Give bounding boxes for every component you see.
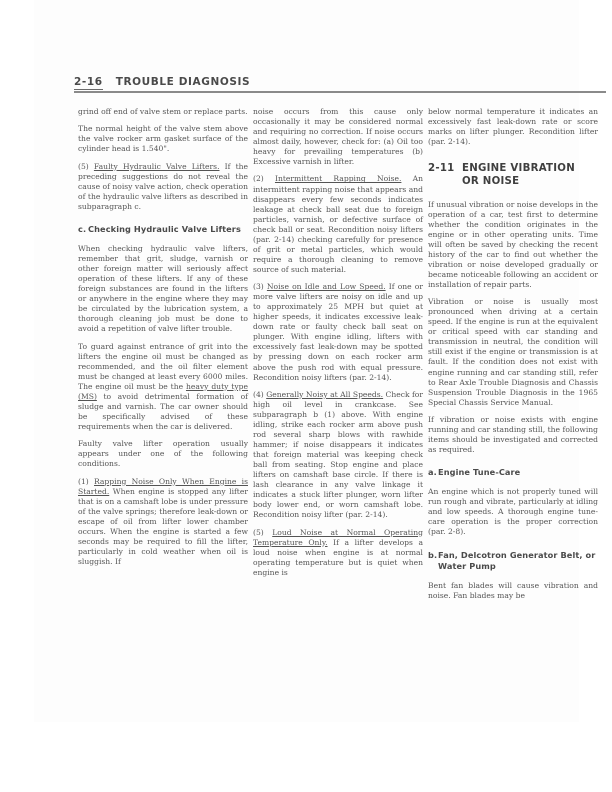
header-line (74, 76, 606, 90)
column-2 (253, 107, 423, 601)
paragraph-numbered-5 (78, 162, 248, 212)
header-title: TROUBLE DIAGNOSIS (115, 76, 251, 88)
paragraph-numbered-1 (78, 477, 248, 567)
paragraph-numbered-3 (253, 282, 423, 382)
paragraph-body: If the preceding suggestions do not reveal the cause of noisy valve action, check operation of the hydraulic valve lifters as described in subparagraph c. (78, 161, 249, 211)
header-rule (74, 91, 606, 93)
column-3 (428, 107, 598, 601)
paragraph-body: If a lifter develops a loud noise when engine is at normal operating temperature but is quiet when engine is (253, 537, 423, 577)
item-number: (1) (78, 476, 95, 486)
paragraph-body: An intermittent rapping noise that appears and disappears every few seconds indicates leakage at check ball seat due to foreign particles, varnish, or defective surface of check ball or seat. Recondition noisy lifters (par. 2-14) checking carefully for presence of grit or metal particles, which would require a thorough cleaning to remove source of such material. (253, 174, 423, 274)
column-container (78, 107, 598, 601)
underlined-phrase: heavy duty type (MS) (78, 381, 248, 401)
paragraph: Bent fan blades will cause vibration and noise. Fan blades may be (428, 580, 598, 600)
paragraph-body: If one or more valve lifters are noisy on idle and up to approximately 25 MPH but quiet at higher speeds, it indicates excessive leak-down rate or faulty check ball seat on plunger. With engine idling, lifters with excessively fast leak-down may be spotted by pressing down on each rocker arm above the push rod with equal pressure. Recondition noisy lifters (par. 2-14). (253, 282, 423, 382)
paragraph: The normal height of the valve stem above the valve rocker arm gasket surface of the cylinder head is 1.540". (78, 124, 248, 154)
paragraph: If unusual vibration or noise develops in the operation of a car, test first to determine whether the condition originates in the engine or in other operating units. Time will often be saved by checking the recent history of the car to find out whether the vibration or noise developed gradually or became noticeable following an accident or installation of repair parts. (428, 199, 598, 289)
lead-phrase: Noise on Idle and Low Speed. (266, 282, 386, 292)
paragraph-part: To guard against entrance of grit into the lifters the engine oil must be changed as recommended, and the oil filter element must be changed at least every 6000 miles. The engine oil must be the (78, 341, 248, 391)
subheading-marker: b. (428, 549, 438, 560)
paragraph (78, 342, 248, 432)
item-number: (2) (253, 174, 275, 184)
paragraph-body: Check for high oil level in crankcase. See subparagraph b (1) above. With engine idling, strike each rocker arm above push rod several sharp blows with rawhide hammer; if noise disappears it indicates that foreign material was keeping check ball from seating. Stop engine and place lifters on camshaft base circle. If there is lash clearance in any valve linkage it indicates a stuck lifter plunger, worn lifter body lower end, or worn camshaft lobe. Recondition noisy lifter (par. 2-14). (253, 389, 424, 520)
item-number: (5) (78, 161, 94, 171)
paragraph: An engine which is not properly tuned will run rough and vibrate, particularly at idling and low speeds. A thorough engine tune-care operation is the proper correction (par. 2-8). (428, 487, 598, 537)
lead-phrase: Intermittent Rapping Noise. (274, 174, 402, 184)
section-title-line-2: OR NOISE (462, 176, 520, 188)
page-number: 2-16 (74, 76, 103, 88)
lead-phrase: Loud Noise at Normal Operating Temperature Only. (253, 527, 423, 547)
paragraph: If vibration or noise exists with engine running and car standing still, the following items should be investigated and corrected as required. (428, 414, 598, 455)
paragraph-numbered-4 (253, 390, 423, 521)
paragraph: noise occurs from this cause only occasionally it may be considered normal and requiring no correction. If noise occurs almost daily, however, check for: (a) Oil too heavy for prevailing temperatures (b) Excessive varnish in lifter. (253, 107, 423, 167)
paragraph: When checking hydraulic valve lifters, remember that grit, sludge, varnish or other foreign matter will seriously affect operation of these lifters. If any of these foreign substances are found in the lifters or anywhere in the engine where they may be circulated by the lubrication system, a thorough cleaning job must be done to avoid a repetition of valve lifter trouble. (78, 244, 248, 334)
paragraph-body: When engine is stopped any lifter that is on a camshaft lobe is under pressure of the valve springs; therefore leak-down or escape of oil from lifter lower chamber occurs. When the engine is started a few seconds may be required to fill the lifter, particularly in cold weather when oil is sluggish. If (78, 486, 248, 566)
item-number: (4) (253, 389, 267, 399)
subheading-marker: a. (428, 467, 437, 478)
subheading-a (428, 467, 598, 478)
paragraph-numbered-2 (253, 174, 423, 274)
paragraph-part: to avoid detrimental formation of sludge and varnish. The car owner should be specifically advised of these requirements when the car is delivered. (78, 391, 248, 431)
paragraph: grind off end of valve stem or replace parts. (78, 107, 248, 116)
column-1 (78, 107, 248, 601)
lead-phrase: Generally Noisy at All Speeds. (266, 389, 384, 399)
scanned-page (34, 0, 598, 722)
subheading-c (78, 224, 248, 235)
paragraph: below normal temperature it indicates an excessively fast leak-down rate or score marks on lifter plunger. Recondition lifter (par. 2-14). (428, 107, 598, 147)
subheading-marker: c. (78, 223, 87, 234)
paragraph: Faulty valve lifter operation usually appears under one of the following conditions. (78, 439, 248, 469)
subheading-text: Checking Hydraulic Valve Lifters (88, 223, 241, 234)
section-title-line-1: ENGINE VIBRATION (462, 163, 575, 175)
item-number: (3) (253, 282, 267, 292)
section-heading-2-11 (428, 162, 598, 188)
subheading-text: Fan, Delcotron Generator Belt, or Water Pump (438, 549, 596, 571)
subheading-text: Engine Tune-Care (438, 467, 521, 478)
paragraph: Vibration or noise is usually most pronounced when driving at a certain speed. If the engine is run at the equivalent or critical speed with car standing and transmission in neutral, the condition will still exist if the engine or transmission is at fault. If the condition does not exist with engine running and car standing still, refer to Rear Axle Trouble Diagnosis and Chassis Suspension Trouble Diagnosis in the 1965 Special Chassis Service Manual. (428, 297, 598, 407)
lead-phrase: Rapping Noise Only When Engine is Started. (78, 476, 248, 496)
page-header (74, 76, 606, 96)
item-number: (5) (253, 527, 273, 537)
subheading-b (428, 550, 598, 572)
lead-phrase: Faulty Hydraulic Valve Lifters. (93, 161, 220, 171)
section-number: 2-11 (428, 163, 455, 175)
paragraph-numbered-5 (253, 528, 423, 578)
